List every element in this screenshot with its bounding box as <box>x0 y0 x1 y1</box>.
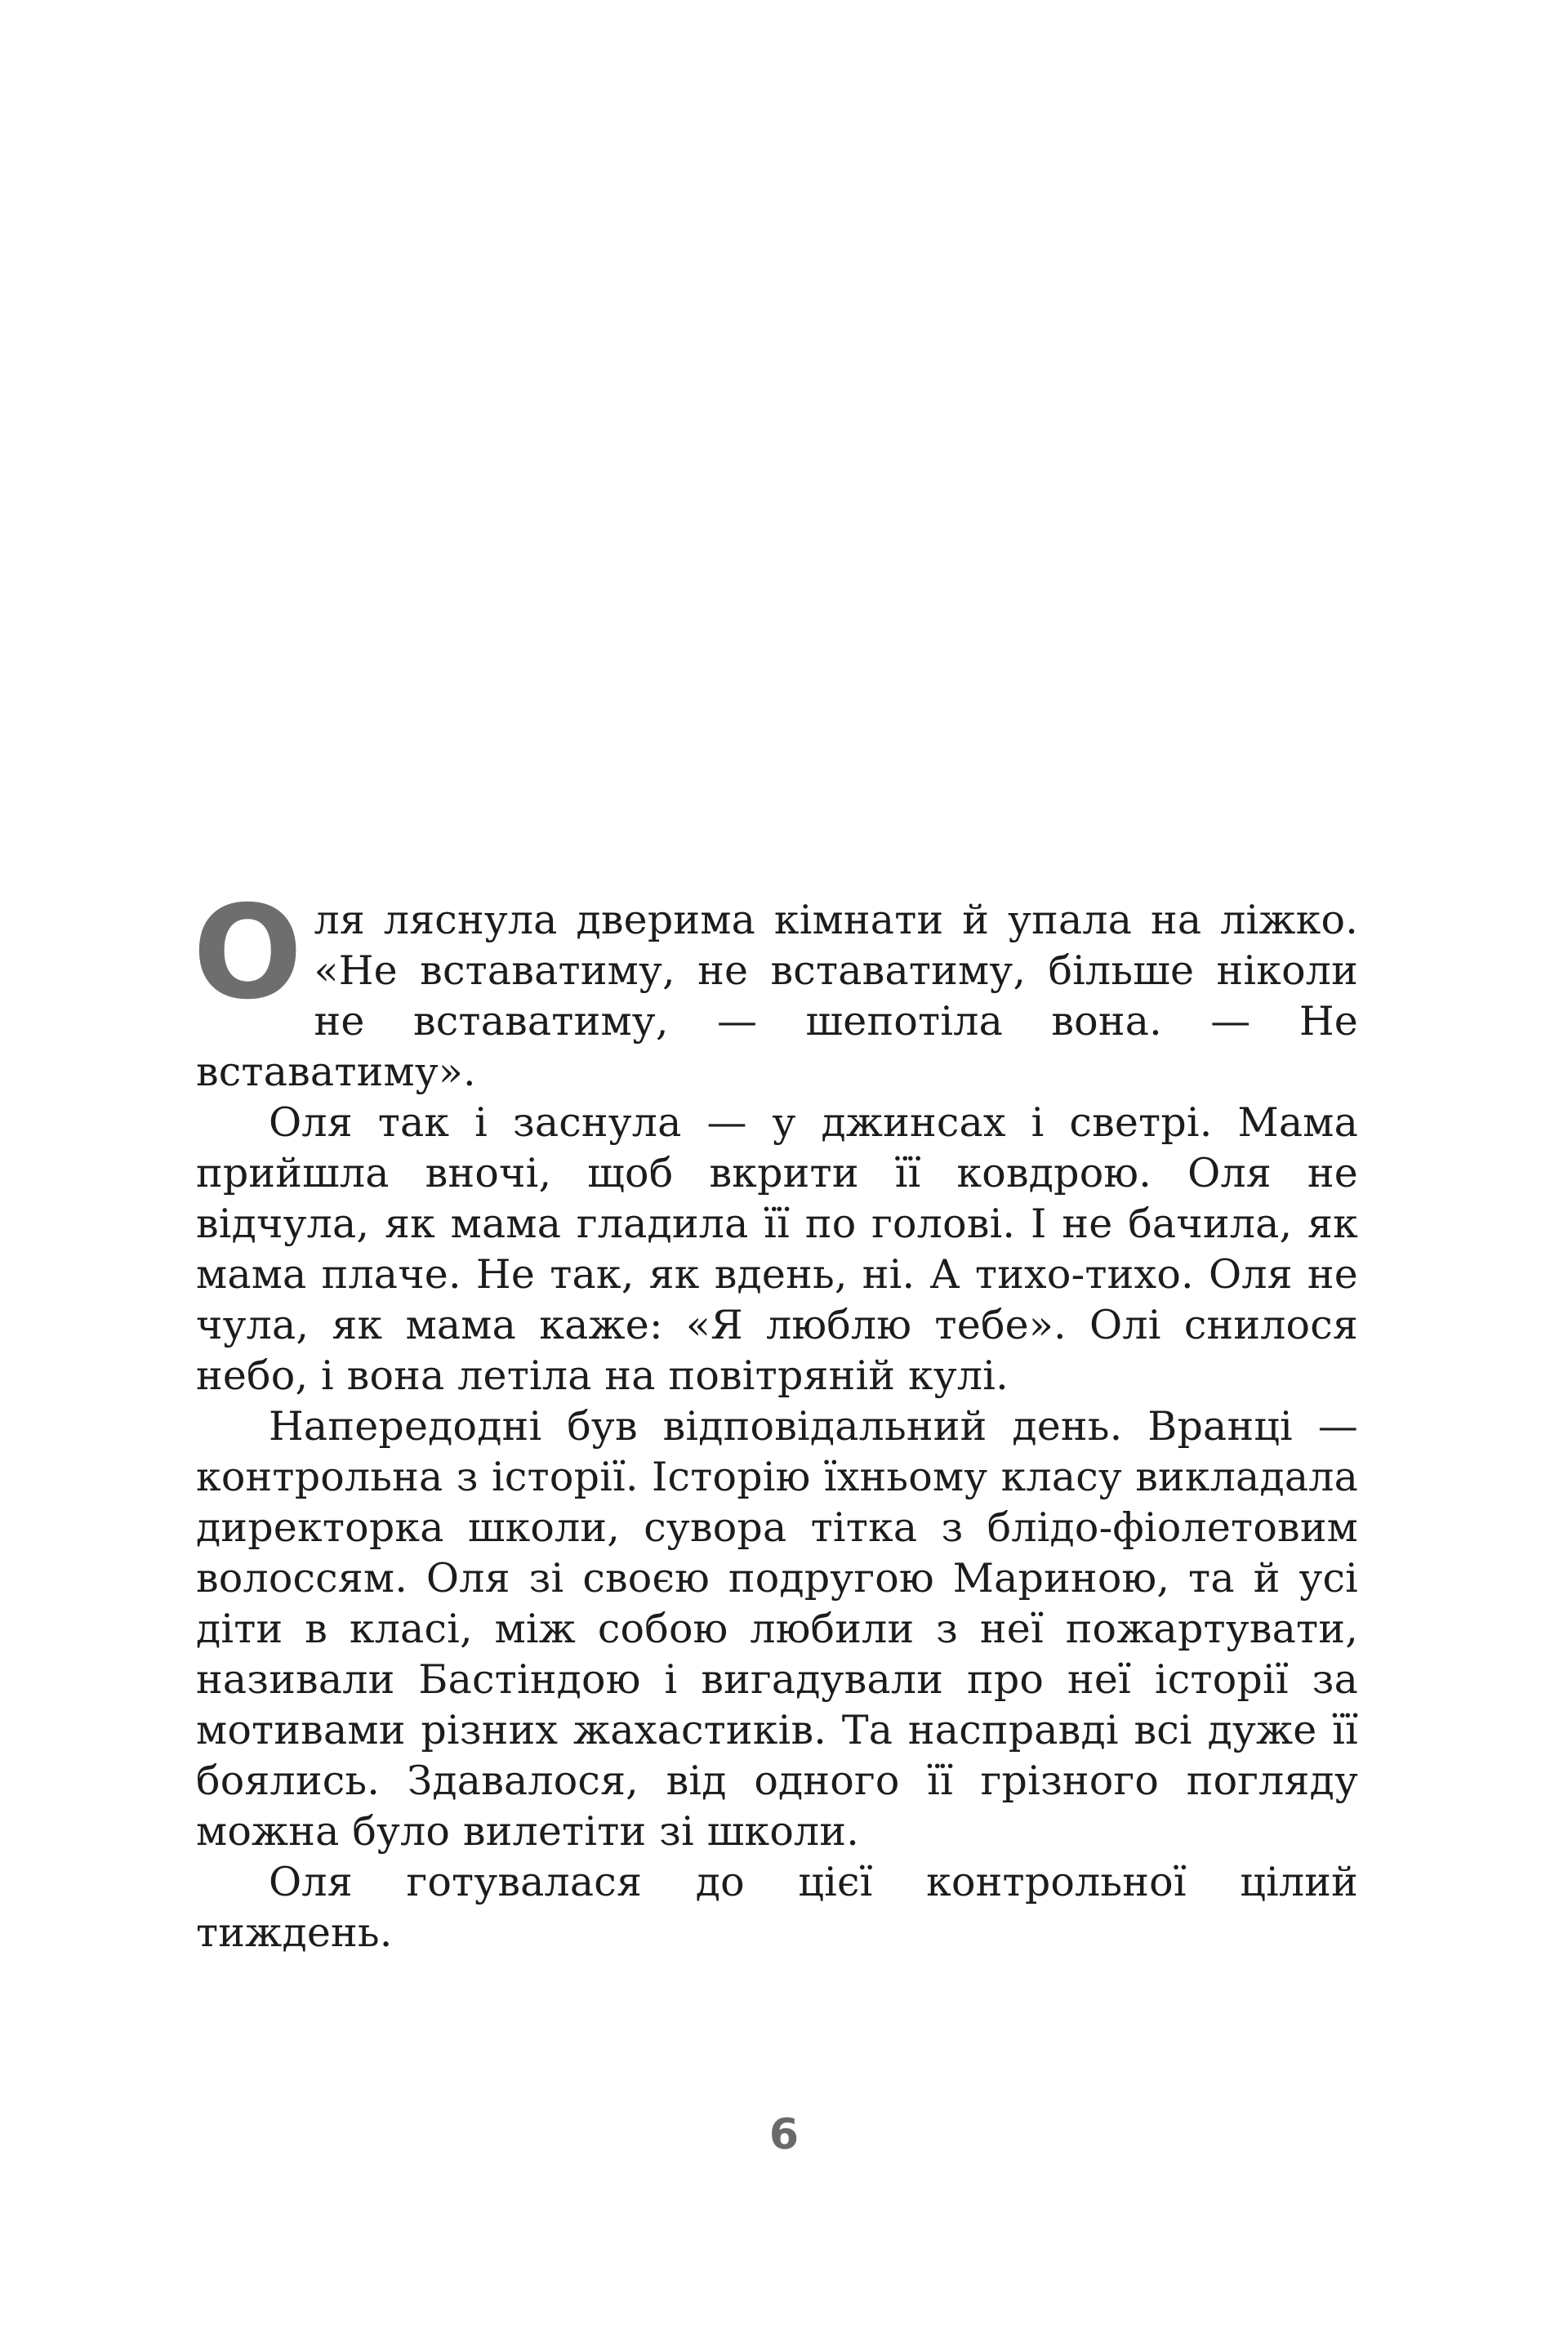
paragraph-1 <box>193 878 1358 1098</box>
paragraph-1-text: ля ляснула дверима кімнати й упала на ліжко. «Не вставатиму, не вставатиму, більше ніколи не вставатиму, — шепотіла вона. — Не вставатиму». <box>196 897 1358 1095</box>
paragraph-4: Оля готувалася до цієї контрольної цілий тиждень. <box>196 1859 1358 1956</box>
drop-cap: О <box>193 878 303 1028</box>
page-number: 6 <box>768 2110 800 2159</box>
page-body <box>193 878 1358 1958</box>
paragraph-2: Оля так і заснула — у джинсах і светрі. Мама прийшла вночі, щоб вкрити її ковдрою. Оля не відчула, як мама гладила її по голові. І не бачила, як мама плаче. Не так, як вдень, ні. А тихо-тихо. Оля не чула, як мама каже: «Я люблю тебе». Олі снилося небо, і вона летіла на повітряній кулі. <box>196 1099 1358 1399</box>
paragraph-3: Напередодні був відповідальний день. Вранці — контрольна з історії. Історію їхньому класу викладала директорка школи, сувора тітка з блідо-фіолетовим волоссям. Оля зі своєю подругою Мариною, та й усі діти в класі, між собою любили з неї пожартувати, називали Бастіндою і вигадували про неї історії за мотивами різних жахастиків. Та насправді всі дуже її боялись. Здавалося, від одного її грізного погляду можна було вилетіти зі школи. <box>196 1403 1358 1855</box>
